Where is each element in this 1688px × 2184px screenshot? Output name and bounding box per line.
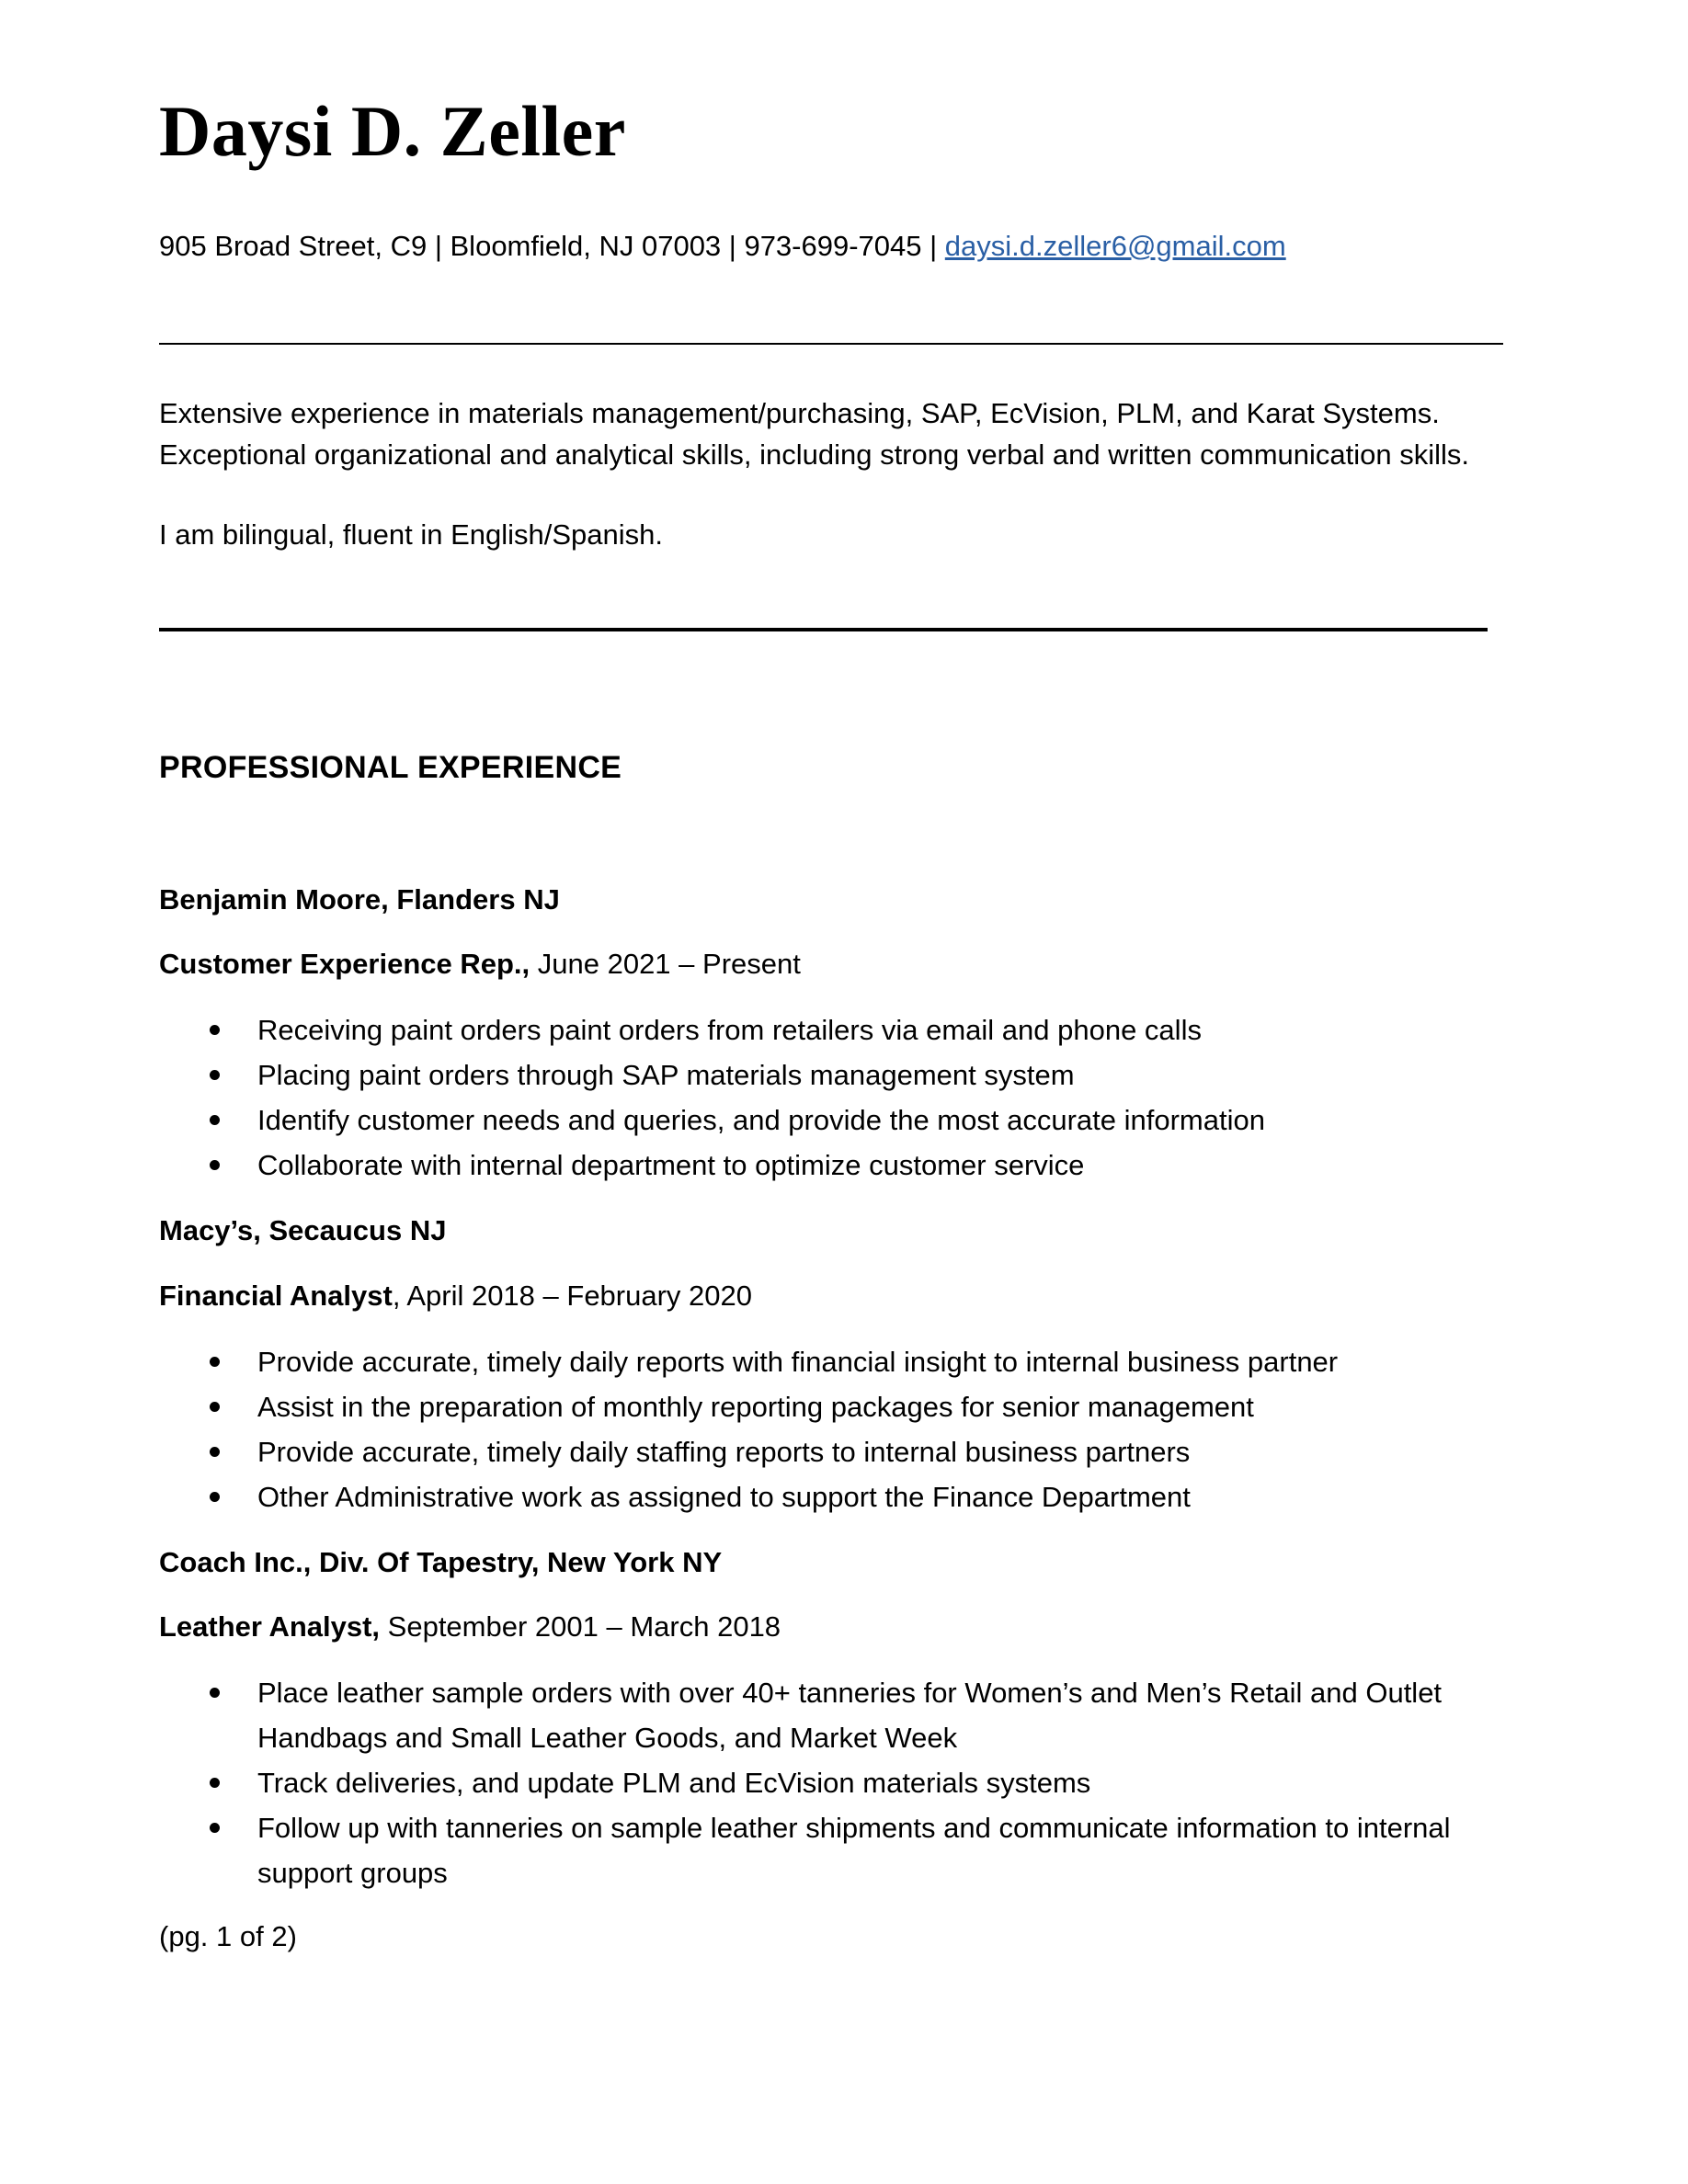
list-item: Provide accurate, timely daily staffing reports to internal business partners [159,1429,1557,1474]
divider-top [159,343,1503,345]
job-company: Coach Inc., Div. Of Tapestry, New York NY [159,1546,723,1578]
summary-paragraph [159,392,1469,475]
job-role [159,1609,781,1645]
bullet-icon [210,1447,220,1457]
list-item: Track deliveries, and update PLM and EcVision materials systems [159,1760,1557,1805]
bullet-icon [210,1357,220,1367]
bullet-icon [210,1688,220,1698]
job-duties-list [159,1339,1557,1519]
list-item-continuation: support groups [257,1857,448,1889]
bullet-icon [210,1778,220,1788]
job-dates: September 2001 – March 2018 [380,1610,781,1643]
contact-line [159,228,1286,265]
bullet-icon [210,1160,220,1170]
job-role [159,946,801,983]
job-title: Leather Analyst, [159,1610,381,1643]
bullet-icon [210,1025,220,1035]
job-duties-list [159,1670,1557,1895]
list-item-continuation: Handbags and Small Leather Goods, and Market Week [257,1722,958,1754]
job-company: Macy’s, Secaucus NJ [159,1214,447,1246]
bullet-icon [210,1823,220,1833]
section-heading-experience: PROFESSIONAL EXPERIENCE [159,750,622,785]
job-dates: , April 2018 – February 2020 [392,1280,753,1312]
summary-line: Exceptional organizational and analytical skills, including strong verbal and written communication skills. [159,438,1470,471]
list-item: Place leather sample orders with over 40+ tanneries for Women’s and Men’s Retail and Outlet [159,1670,1557,1715]
list-item: Follow up with tanneries on sample leather shipments and communicate information to internal [159,1805,1557,1850]
summary-line: Extensive experience in materials management/purchasing, SAP, EcVision, PLM, and Karat Systems. [159,397,1440,429]
applicant-name: Daysi D. Zeller [159,91,626,171]
job-title: Customer Experience Rep., [159,948,530,980]
email-link[interactable]: daysi.d.zeller6@gmail.com [944,230,1286,262]
list-item: Provide accurate, timely daily reports with financial insight to internal business partner [159,1339,1557,1384]
contact-details: 905 Broad Street, C9 | Bloomfield, NJ 07003 | 973-699-7045 | [159,230,945,262]
job-role [159,1278,752,1314]
bullet-icon [210,1492,220,1502]
bilingual-statement: I am bilingual, fluent in English/Spanish. [159,518,663,551]
list-item: Identify customer needs and queries, and provide the most accurate information [159,1098,1557,1143]
list-item: Assist in the preparation of monthly reporting packages for senior management [159,1384,1557,1429]
list-item: Other Administrative work as assigned to support the Finance Department [159,1474,1557,1519]
job-title: Financial Analyst [159,1280,393,1312]
list-item: Collaborate with internal department to optimize customer service [159,1143,1557,1188]
bullet-icon [210,1115,220,1125]
bullet-icon [210,1402,220,1412]
list-item: Placing paint orders through SAP materials management system [159,1052,1557,1098]
job-company: Benjamin Moore, Flanders NJ [159,883,560,916]
job-dates: June 2021 – Present [530,948,801,980]
page-number-note: (pg. 1 of 2) [159,1920,297,1952]
job-duties-list [159,1007,1557,1188]
bullet-icon [210,1070,220,1080]
divider-bottom [159,628,1488,631]
list-item: Receiving paint orders paint orders from retailers via email and phone calls [159,1007,1557,1052]
